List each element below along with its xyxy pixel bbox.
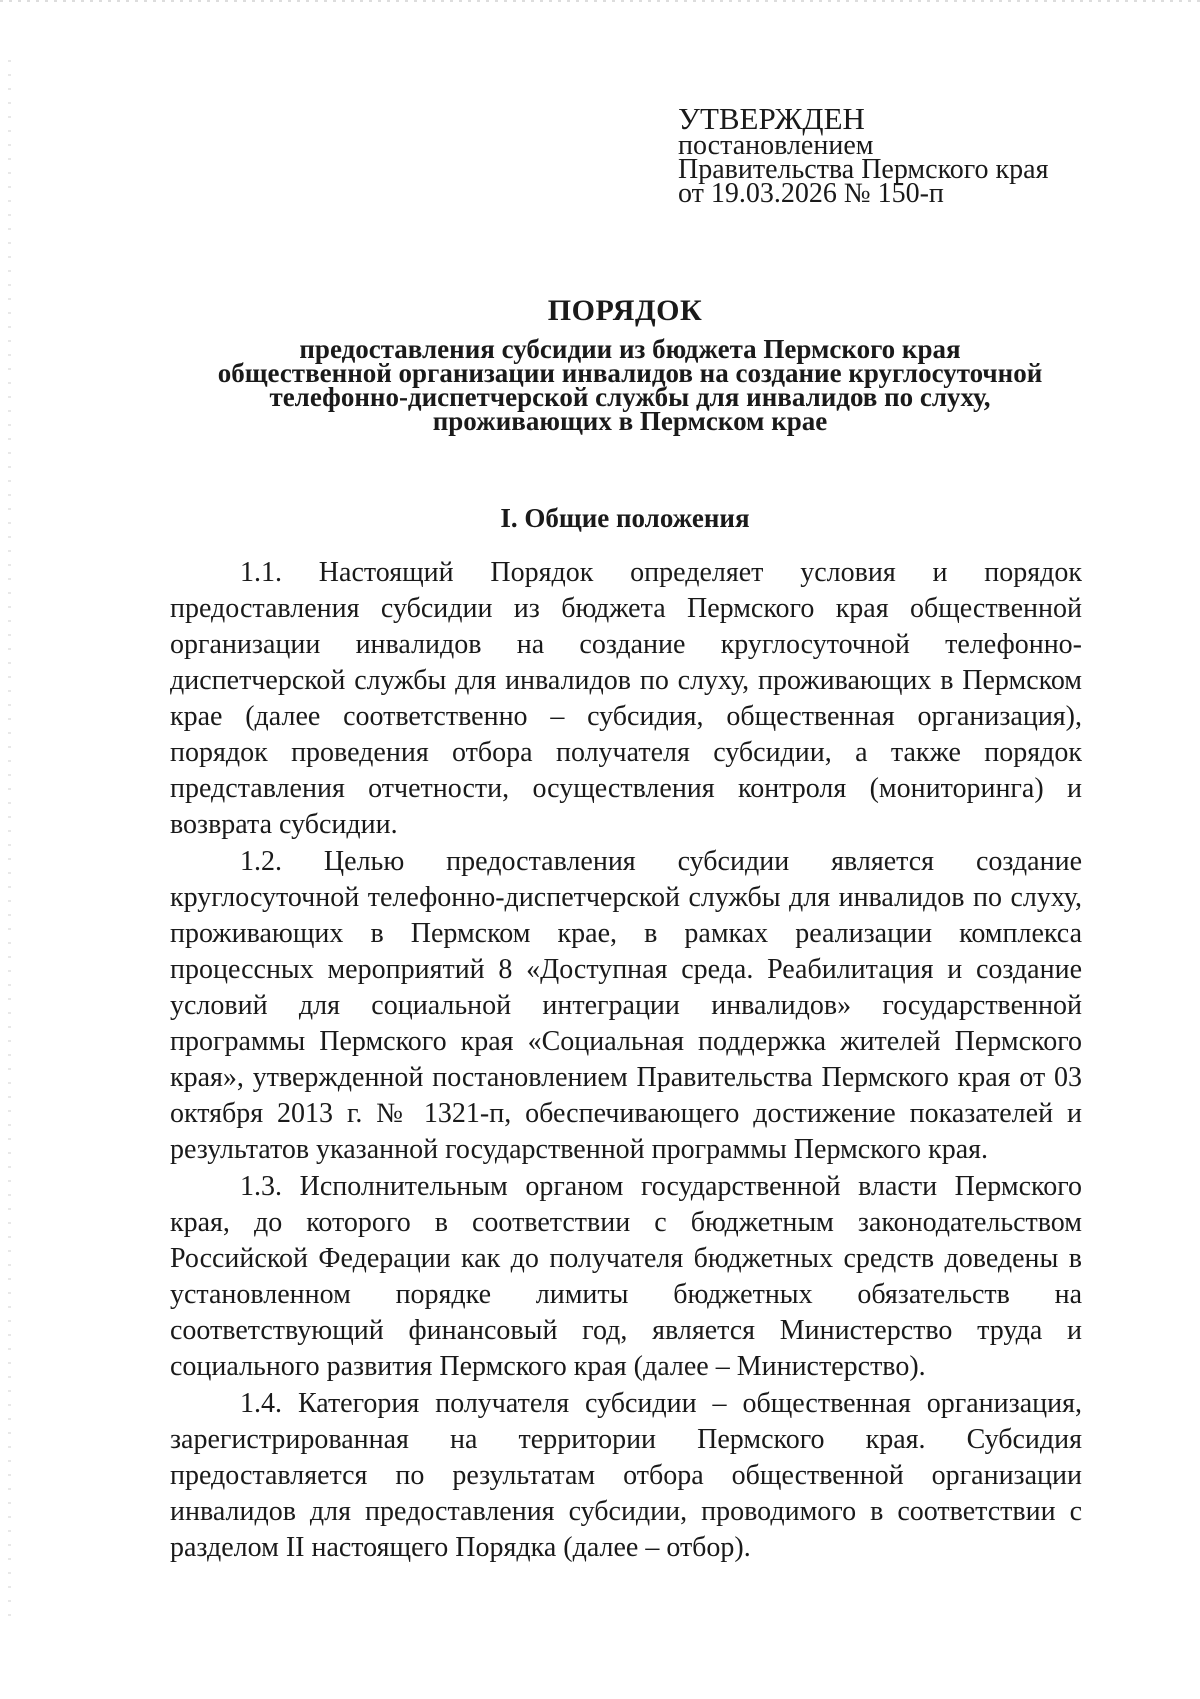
subtitle-line: общественной организации инвалидов на создание круглосуточной [217,358,1043,388]
approval-date-number: от 19.03.2026 № 150-п [678,178,944,209]
paragraph-1-2: 1.2. Целью предоставления субсидии является создание круглосуточной телефонно-диспетчерской службы для инвалидов по слуху, проживающих в Пермском крае, в рамках реализации комплекса процессных мероприятий 8 «Доступная среда. Реабилитация и создание условий для социальной интеграции инвалидов» государственной программы Пермского края «Социальная поддержка жителей Пермского края», утвержденной постановлением Правительства Пермского края от 03 октября 2013 г. № 1321-п, обеспечивающего достижение показателей и результатов указанной государственной программы Пермского края. [170,846,1082,1165]
document-subtitle [175,334,1085,436]
approval-heading: УТВЕРЖДЕН [678,101,865,136]
section-heading: I. Общие положения [500,503,750,533]
paragraph-1-4: 1.4. Категория получателя субсидии – общественная организация, зарегистрированная на территории Пермского края. Субсидия предоставляется по результатам отбора общественной организации инвалидов для предоставления субсидии, проводимого в соответствии с разделом II настоящего Порядка (далее – отбор). [170,1388,1082,1563]
paragraph-1-1: 1.1. Настоящий Порядок определяет условия и порядок предоставления субсидии из бюджета Пермского края общественной организации инвалидов на создание круглосуточной телефонно-диспетчерской службы для инвалидов по слуху, проживающих в Пермском крае (далее соответственно – субсидия, общественная организация), порядок проведения отбора получателя субсидии, а также порядок представления отчетности, осуществления контроля (мониторинга) и возврата субсидии. [170,557,1082,840]
scan-edge [0,0,1200,2]
document-title: ПОРЯДОК [547,294,703,327]
subtitle-line: проживающих в Пермском крае [432,406,828,436]
subtitle-line: телефонно-диспетчерской службы для инвалидов по слуху, [269,382,991,412]
approval-line: постановлением [678,130,874,161]
subtitle-line: предоставления субсидии из бюджета Пермского края [299,334,961,364]
paragraph-1-3: 1.3. Исполнительным органом государственной власти Пермского края, до которого в соответствии с бюджетным законодательством Российской Федерации как до получателя бюджетных средств доведены в установленном порядке лимиты бюджетных обязательств на соответствующий финансовый год, является Министерство труда и социального развития Пермского края (далее – Министерство). [170,1171,1082,1382]
approval-block [678,101,1118,209]
approval-line: Правительства Пермского края [678,154,1049,185]
document-body [170,555,1082,1567]
